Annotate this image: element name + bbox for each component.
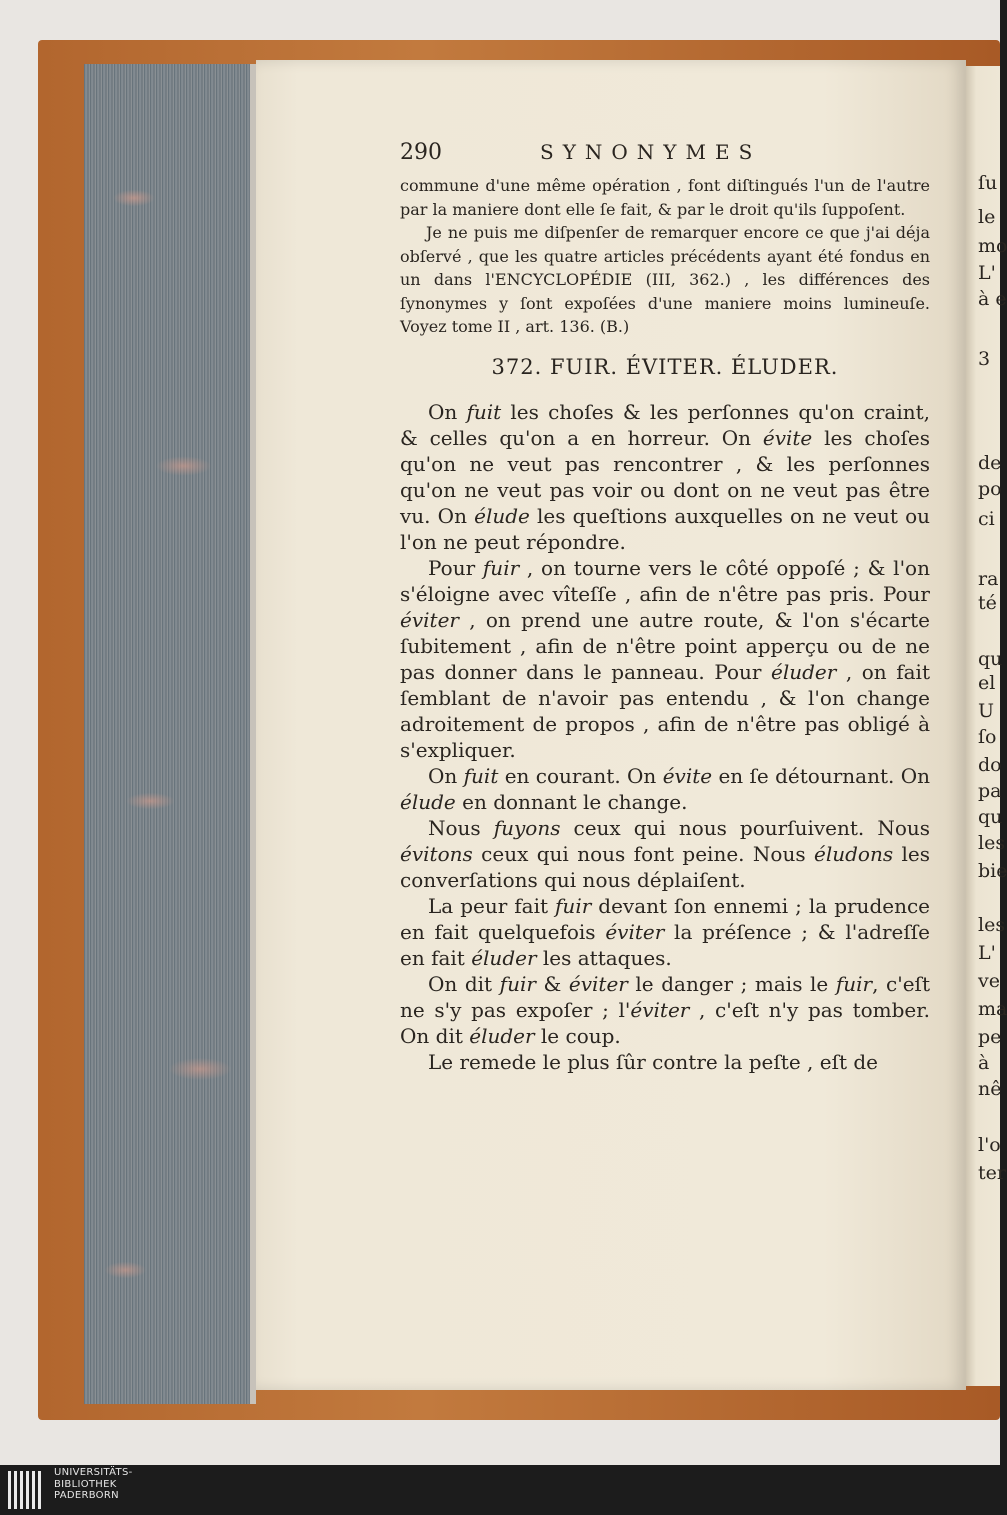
facing-page-fragment: les <box>978 914 1006 936</box>
facing-page-fragment: de <box>978 452 1002 474</box>
marbled-page-edge <box>84 64 256 1404</box>
text-run: Nous <box>428 815 494 840</box>
text-run: le danger ; mais le <box>627 971 836 996</box>
text-run: devant ſon ennemi ; la prudence en fait quelquefois <box>400 893 930 944</box>
text-run: en courant. On <box>498 763 663 788</box>
article-body <box>400 399 930 1075</box>
text-run: On <box>428 763 464 788</box>
article-paragraph <box>400 399 930 555</box>
facing-page-fragment: ma <box>978 998 1007 1020</box>
facing-page-fragment: qu <box>978 806 1003 828</box>
italic-term: éviter <box>605 919 665 944</box>
text-run: La peur fait <box>428 893 556 918</box>
text-run: en donnant le change. <box>455 789 688 814</box>
facing-page-fragment: ſo <box>978 726 997 748</box>
text-run: les choſes qu'on ne veut pas rencontrer , & les perſonnes qu'on ne veut pas voir ou dont on ne veut pas être vu. On <box>400 425 930 528</box>
facing-page-fragment: qu <box>978 648 1003 670</box>
italic-term: évite <box>662 763 713 788</box>
article-paragraph <box>400 815 930 893</box>
italic-term: éluder <box>471 945 537 970</box>
italic-term: fuit <box>466 399 502 424</box>
text-run: ceux qui nous pourſuivent. Nous <box>560 815 930 840</box>
italic-term: élude <box>474 503 530 528</box>
note-paragraph: Je ne puis me diſpenſer de remarquer encore ce que j'ai déja obſervé , que les quatre articles précédents ayant été fondus en un dans l'ENCYCLOPÉDIE (III, 362.) , les différences des ſynonymes y ſont expoſées d'une maniere moins lumineuſe. Voyez tome II , art. 136. (B.) <box>400 223 930 336</box>
italic-term: fuir <box>835 971 873 996</box>
facing-page-fragment: les <box>978 832 1006 854</box>
text-run: la préſence ; & l'adreſſe en fait <box>400 919 930 970</box>
italic-term: éluder <box>469 1023 535 1048</box>
page-header <box>400 140 930 174</box>
facing-page-fragment: nê <box>978 1078 1002 1100</box>
text-run: On dit <box>428 971 500 996</box>
facing-page-fragment: el <box>978 672 996 694</box>
article-paragraph <box>400 555 930 763</box>
article-paragraph <box>400 763 930 815</box>
facing-page-fragment: bie <box>978 860 1007 882</box>
italic-term: éludons <box>814 841 894 866</box>
text-run: , on prend une autre route, & l'on s'écarte ſubitement , afin de n'être point apperçu ou de ne pas donner dans le panneau. Pour <box>400 607 930 684</box>
italic-term: éluder <box>771 659 837 684</box>
italic-term: élude <box>400 789 456 814</box>
italic-term: fuir <box>499 971 536 996</box>
section-title: 372. FUIR. ÉVITER. ÉLUDER. <box>491 354 839 379</box>
text-run: , c'eſt ne s'y pas expoſer ; l' <box>400 971 930 1022</box>
facing-page-fragment: ci <box>978 508 995 530</box>
facing-page-fragment: ve <box>978 970 1000 992</box>
italic-term: fuit <box>463 763 499 788</box>
text-run: les attaques. <box>536 945 672 970</box>
text-run: , on tourne vers le côté oppoſé ; & l'on s'éloigne avec vîteſſe , afin de n'être pas pris. Pour <box>400 555 930 606</box>
italic-term: fuyons <box>493 815 561 840</box>
facing-page-fragment: à <box>978 1052 990 1074</box>
facing-page-fragment: mo <box>978 235 1007 257</box>
facing-page-fragment: po <box>978 478 1002 500</box>
text-run: les converſations qui nous déplaiſent. <box>400 841 930 892</box>
page-text <box>400 140 930 1075</box>
facing-page-fragment: L' <box>978 942 996 964</box>
library-line-2: BIBLIOTHEK <box>54 1478 117 1490</box>
article-paragraph <box>400 1049 930 1075</box>
facing-page-fragment: pa <box>978 780 1002 802</box>
facing-page-fragment: pe <box>978 1026 1002 1048</box>
continued-text <box>400 174 930 339</box>
facing-page-fragment: l'o <box>978 1134 1001 1156</box>
text-run: le coup. <box>534 1023 621 1048</box>
italic-term: fuir <box>555 893 592 918</box>
text-run: les queſtions auxquelles on ne veut ou l'on ne peut répondre. <box>400 503 931 554</box>
library-line-1: UNIVERSITÄTS- <box>54 1467 133 1478</box>
library-line-3: PADERBORN <box>54 1490 119 1501</box>
article-paragraph <box>400 971 930 1049</box>
text-run: Pour <box>428 555 483 580</box>
text-run: ceux qui nous font peine. Nous <box>472 841 814 866</box>
running-title: SYNONYMES <box>540 140 762 164</box>
text-run: & <box>535 971 569 996</box>
italic-term: fuir <box>482 555 520 580</box>
library-name <box>54 1467 133 1502</box>
page-number: 290 <box>400 140 442 165</box>
facing-page-fragment: ter <box>978 1162 1006 1184</box>
text-run: , c'eſt n'y pas tomber. On dit <box>400 997 930 1048</box>
text-run: On <box>428 399 467 424</box>
facing-page-fragment: té <box>978 592 997 614</box>
facing-page-fragment: à e <box>978 288 1007 310</box>
text-run: les choſes & les perſonnes qu'on craint, & celles qu'on a en horreur. On <box>400 399 930 450</box>
facing-page-fragment: 3 <box>978 348 991 370</box>
italic-term: éviter <box>568 971 628 996</box>
italic-term: éviter <box>630 997 690 1022</box>
text-run: , on fait ſemblant de n'avoir pas entendu , & l'on change adroitement de propos , afin de n'être pas obligé à s'expliquer. <box>400 659 930 762</box>
article-paragraph <box>400 893 930 971</box>
facing-page-fragment: ra <box>978 568 999 590</box>
facing-page-fragment: do <box>978 754 1002 776</box>
text-run: en ſe détournant. On <box>712 763 931 788</box>
facing-page-fragment: ſu <box>978 172 998 194</box>
facing-page-fragment: U <box>978 700 995 722</box>
italic-term: évitons <box>400 841 473 866</box>
facing-page-fragment: L' <box>978 262 996 284</box>
library-logo-icon <box>8 1471 48 1509</box>
footer-bar <box>0 1465 1000 1515</box>
italic-term: éviter <box>400 607 459 632</box>
text-run: Le remede le plus ſûr contre la peſte , eſt de <box>428 1049 879 1074</box>
facing-page-fragment: le <box>978 206 996 228</box>
continued-paragraph: commune d'une même opération , font diſtingués l'un de l'autre par la maniere dont elle ſe fait, & par le droit qu'ils ſuppoſent. <box>400 176 930 219</box>
italic-term: évite <box>762 425 813 450</box>
